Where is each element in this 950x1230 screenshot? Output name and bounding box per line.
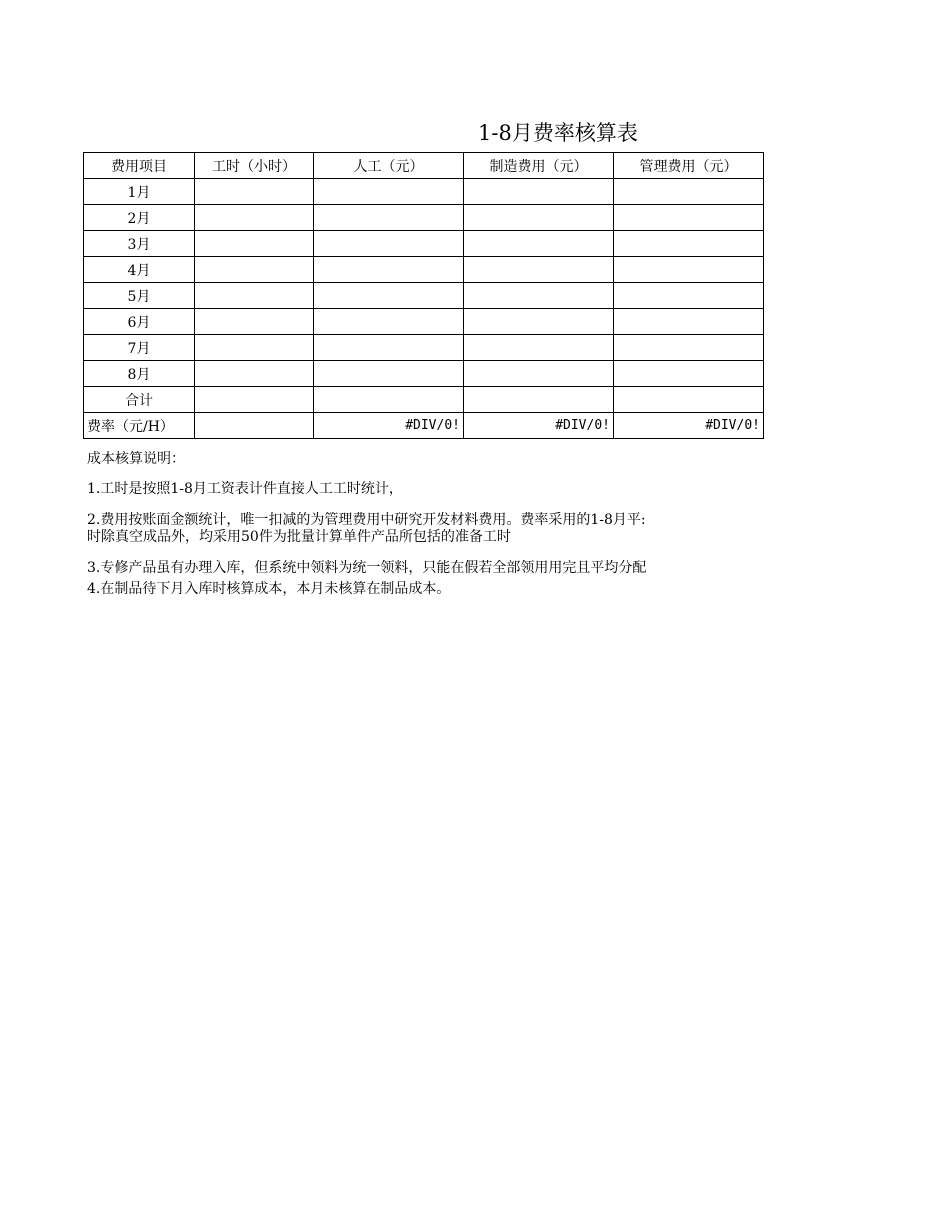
cost-rate-table (83, 152, 764, 439)
table-row (84, 179, 764, 205)
note-item: 4.在制品待下月入库时核算成本，本月未核算在制品成本。 (87, 581, 451, 597)
month-label-cell[interactable]: 4月 (84, 257, 195, 283)
notes-heading: 成本核算说明： (87, 451, 185, 467)
admin-cell[interactable] (614, 205, 764, 231)
hours-cell[interactable] (195, 257, 314, 283)
header-cell-admin[interactable]: 管理费用（元） (614, 153, 764, 179)
month-label-cell[interactable]: 3月 (84, 231, 195, 257)
admin-cell[interactable] (614, 257, 764, 283)
total-label-cell[interactable]: 合计 (84, 387, 195, 413)
hours-cell[interactable] (195, 283, 314, 309)
manufacturing-cell[interactable] (464, 335, 614, 361)
admin-cell[interactable] (614, 361, 764, 387)
note-item: 3.专修产品虽有办理入库，但系统中领料为统一领料，只能在假若全部领用用完且平均分配 (87, 560, 647, 576)
labor-cell[interactable] (314, 335, 464, 361)
header-cell-hours[interactable]: 工时（小时） (195, 153, 314, 179)
month-label-cell[interactable]: 5月 (84, 283, 195, 309)
month-label-cell[interactable]: 8月 (84, 361, 195, 387)
month-label-cell[interactable]: 6月 (84, 309, 195, 335)
labor-cell[interactable] (314, 283, 464, 309)
admin-cell[interactable] (614, 283, 764, 309)
note-item: 2.费用按账面金额统计，唯一扣减的为管理费用中研究开发材料费用。费率采用的1-8月平: (87, 512, 646, 528)
manufacturing-cell[interactable] (464, 361, 614, 387)
table-row (84, 283, 764, 309)
total-row (84, 387, 764, 413)
hours-cell[interactable] (195, 179, 314, 205)
labor-cell[interactable] (314, 361, 464, 387)
labor-cell[interactable] (314, 231, 464, 257)
manufacturing-cell[interactable] (464, 205, 614, 231)
table-row (84, 361, 764, 387)
manufacturing-cell[interactable] (464, 283, 614, 309)
labor-cell[interactable] (314, 257, 464, 283)
header-cell-item[interactable]: 费用项目 (84, 153, 195, 179)
rate-labor-cell[interactable]: #DIV/0! (314, 413, 464, 439)
table-row (84, 335, 764, 361)
month-label-cell[interactable]: 2月 (84, 205, 195, 231)
labor-cell[interactable] (314, 179, 464, 205)
rate-admin-cell[interactable]: #DIV/0! (614, 413, 764, 439)
manufacturing-cell[interactable] (464, 257, 614, 283)
hours-cell[interactable] (195, 205, 314, 231)
hours-cell[interactable] (195, 231, 314, 257)
rate-label-cell[interactable]: 费率（元/H） (84, 413, 195, 439)
note-item: 1.工时是按照1-8月工资表计件直接人工工时统计， (87, 481, 403, 497)
labor-cell[interactable] (314, 205, 464, 231)
table-row (84, 231, 764, 257)
admin-cell[interactable] (614, 231, 764, 257)
sheet-title: 1-8月费率核算表 (478, 121, 638, 145)
manufacturing-cell[interactable] (464, 231, 614, 257)
admin-cell[interactable] (614, 335, 764, 361)
note-item-continuation: 时除真空成品外，均采用50件为批量计算单件产品所包括的准备工时 (87, 529, 511, 545)
total-labor-cell[interactable] (314, 387, 464, 413)
admin-cell[interactable] (614, 309, 764, 335)
manufacturing-cell[interactable] (464, 309, 614, 335)
labor-cell[interactable] (314, 309, 464, 335)
table-row (84, 309, 764, 335)
table-row (84, 205, 764, 231)
manufacturing-cell[interactable] (464, 179, 614, 205)
admin-cell[interactable] (614, 179, 764, 205)
hours-cell[interactable] (195, 361, 314, 387)
total-admin-cell[interactable] (614, 387, 764, 413)
total-manufacturing-cell[interactable] (464, 387, 614, 413)
month-label-cell[interactable]: 1月 (84, 179, 195, 205)
table-row (84, 257, 764, 283)
hours-cell[interactable] (195, 335, 314, 361)
cost-notes (87, 451, 777, 598)
rate-hours-cell[interactable] (195, 413, 314, 439)
header-cell-labor[interactable]: 人工（元） (314, 153, 464, 179)
month-label-cell[interactable]: 7月 (84, 335, 195, 361)
total-hours-cell[interactable] (195, 387, 314, 413)
hours-cell[interactable] (195, 309, 314, 335)
rate-row (84, 413, 764, 439)
header-row (84, 153, 764, 179)
header-cell-manufacturing[interactable]: 制造费用（元） (464, 153, 614, 179)
rate-manufacturing-cell[interactable]: #DIV/0! (464, 413, 614, 439)
